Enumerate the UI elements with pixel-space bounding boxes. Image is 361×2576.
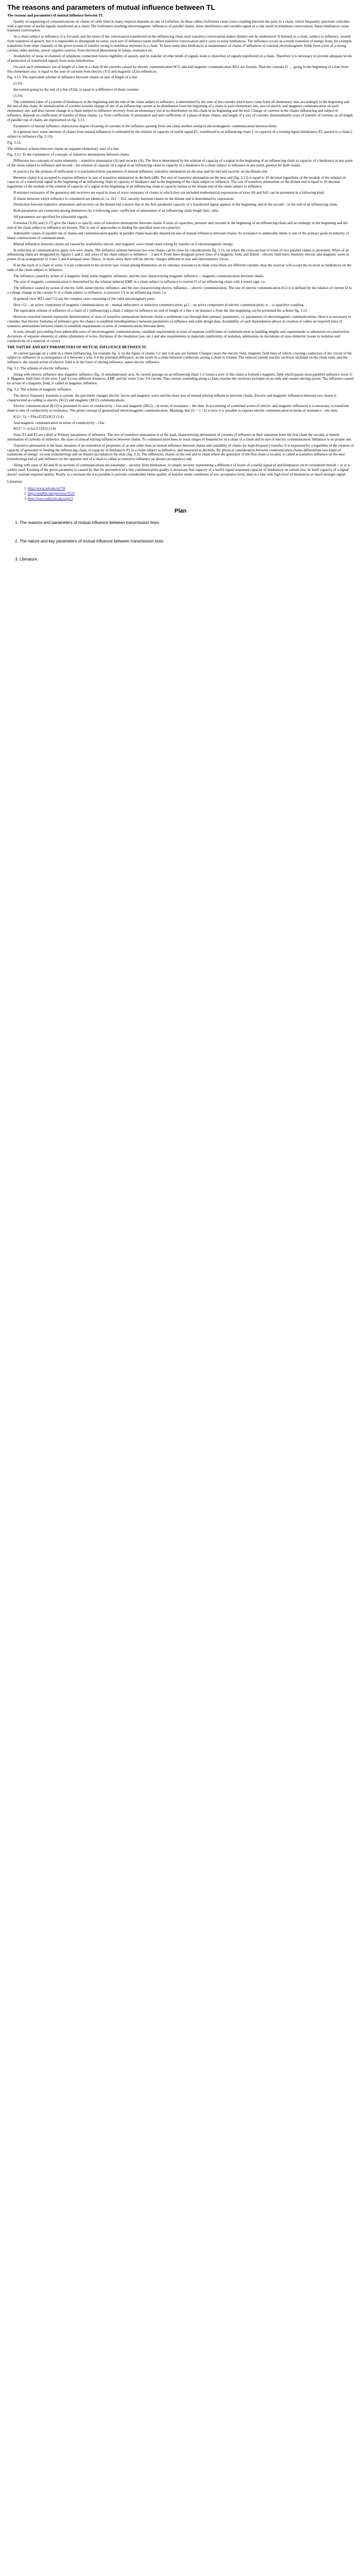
paragraph: Difference two concepts of noise immunity – transitive attenuation (A) and security (A). The first is determined by the relation of capacity of a signal in the beginning of an influencing chain to capacity of a hindrance in any point of the chain subject to influence and second – the relation of capacity of a signal in an influencing chain to capacity of a hindrance in a chain subject to influence in any point, general for both chains.: [7, 159, 353, 167]
figure-caption: Fig. 3.1. The scheme of electric influence: [7, 366, 69, 370]
document-body: [7, 13, 354, 477]
paragraph: In reduction of communication apply two-wire chains. The influence scheme between two wire chains can be close by considerations fig. 3.13, on which the cross-section of wires of two parallel chains is presented. Wires of an influencing chain are designated by figures 1 and 2, and wires of the chain subject to influence – 3 and 4. From lines designate power lines of a magnetic field, and dotted – electric field lines. Intensity electric and magnetic wave in points of an arrangement of wires 3 and 4 unequal sizes. Hence, in those wires there will be electric charges different in size and electromotive forces.: [7, 248, 349, 262]
paragraph: Mutual influences between chains are caused by availability electric and magnetic wave round chain wiring by transfer on it electromagnetic energy.: [13, 242, 234, 246]
figure-caption: Fig. 3.13. To the explanatory of concepts of transitive attenuations between chains: [7, 152, 129, 157]
paragraph: Availability of noise in channels of telephone connection lowers legibility of speech, and by transfer of other kinds of signals leads to distortion of signals transferred on a chain. Therefore it is necessary to provide adequate levels of protection of transferred signals from noise interference.: [7, 54, 352, 63]
paragraph: If entrance resistance of the generator and receivers are equal in sizes of wave resistance of chains in which they are included mathematical expressions of sizes A0 and Ad1 can be presented in a following kind:: [13, 190, 325, 195]
paragraph: Between chains it is accepted to express influence in size of transitive attenuation in decibels (dB). The size of transitive attenuation on the near end (fig. 3.13) is equal to 10 decimal logarithms of the module of the relation of capacity of a transferred signal in the beginning of an influencing chain to capacity of hindrance and in the beginning of the chain subject to influence. The size of transitive attenuation on the distant end is equal to 10 decimal logarithms of the module of the relation of capacity of a signal in the beginning of an influencing chain to capacity noises at the distant end of the chain subject to influence.: [7, 175, 346, 189]
paragraph: The above frequency transmits a current, the percentile changes electric forces and magnetic wave and the more size of mutual stirring influences between chains. Electric and magnetic influences between two chains is characterized according to electric (K12) and magnetic (M12) communications.: [7, 393, 337, 402]
paragraph: Sizes Z1 and Z2 are called or Primary parameters of influence. The size of transitive attenuation is of the load, characterizing attenuation of currents of influence at their transition from the first chain the second, is named attenuation of currents of influence, the sizes of mutual stirring influences between chains. To communication lines in usual ranges of frequencies in a chain of a chain and in size of electric communication. Influence is no proper one.: [7, 433, 352, 442]
paragraph: Parameters of mutual influence characterize degree of easing of currents of the influence passing from one chain another owing to electromagnetic communication between them.: [13, 124, 278, 128]
plan-title: Plan: [174, 508, 187, 515]
paragraph: Electric communication (K12) is presented in sizes of conductivity – Gm and magnetic (M12) – in terms of resistance – the ohm. In accounting of combined action of electric and magnetic influences it is necessary to transform them to unit of conductivity or resistance. The given concept of generalized electromagnetic communication. Meaning, that (G = 1 / Z) is how it is possible to express electric communication in terms of resistance – the ohm:: [7, 404, 349, 413]
figure-caption: Fig. 3.13. The equivalent scheme of influence between chains on unit of length of a line: [7, 75, 137, 80]
paragraph: (3.16): [13, 93, 23, 98]
paragraph: (3.16): [13, 81, 23, 86]
literature-item: [28, 497, 354, 501]
paragraph: The influence caused by action of a magnetic field, name magnetic influence, and the size characterizing magnetic influence, – magnetic communication between chains.: [13, 274, 265, 278]
paragraph: And magnetic communication in terms of conductivity – Om:: [13, 420, 105, 425]
paragraph: The size of magnetic communication is determined by the relation induced EMF in a chain subject to influence to current I1 of an influencing chain with a return sign, i.e.: [13, 280, 266, 284]
section-heading: THE NATURE AND KEY PARAMETERS OF MUTUAL INFLUENCE BETWEEN TL: [7, 345, 147, 349]
paragraph: However essential interest represents determination of sizes of transitive attenuations between chains a settlement way through their primary parameters, i.e. parameters of electromagnetic communications. Here it is necessary to consider, that electric formulas of influence give the chance to establish interdependence between parameters of influence and cable design data. Availability of such dependences allows at creation of cables on required sizes of transitive attenuations between chains to establish requirements to sizes of communications between them.: [7, 315, 351, 328]
plan-item: 3. Literature.: [20, 557, 354, 562]
figure-caption: The influence scheme between chains on separate elementary sites of a line: [7, 146, 119, 151]
paragraph: In general view M12 and C12 are the complex sizes consisting of the valid and imaginary parts:: [13, 296, 156, 301]
page-title: The reasons and parameters of mutual influence between TL: [7, 3, 215, 11]
figure-caption: Fig. 3.13.: [7, 140, 22, 145]
literature-item: [28, 486, 354, 491]
paragraph: M12= i+ ty'(a) Z1/(Z2) (3.4): [13, 427, 56, 431]
paragraph: In a general view some intensity of chains from mutual influences is estimated by the relation of capacity of useful signal P1, transferred in an influencing chain 1, to capacity of a noising signal (hindrance) P2, passed to a chain 2 subject to influence (fig. 3.13):: [7, 130, 353, 139]
plan-item: 1. The reasons and parameters of mutual influence between transmission lines.: [20, 520, 354, 526]
paragraph: Transitive attenuation is the basic measure of an estimation of properties of as and cable lines as mutual influence between chains and suitability of chains for high-frequency transfer. It is expressed by a logarithm of the relation of capacity of generator to feeding the influencing chain, to capacity of hindrances P2 in a chain subject to influence, and measured in decibels. By physical consideration between communication chains differentiate two kinds of transitions of energy: on near (transferring) and on distant (acceptance) the ends (fig. 3.3). The influences, chains on the end and to chain where the generator of the first chain is located, is called at transitive influence on the near (transferring) end of and influence on the opposite end of a chain is called as transitive influence on distant (acceptance) end.: [7, 443, 354, 462]
paragraph: At a chain subject to influence, it is forward, and the sense of the conversation transferred on the influencing chain such transitive conversation makes distinct one be understood. If listened to a chain, subject to influence, sounds from transitive of speech, but it is impossible to distinguish its sense, such sort of influence name muffled transitive conversation and it carry to noise hindrances. The influence occurs as a result transition of energy from, for example transitions from other channels of the given system of transfer owing to nonlinear elements in a chain. To have some idea hindrances at maintenance of chains of influences of external electromagnetic fields from a line of a strong current, radio stations, power supplies sources, from electrical phenomena in lamps, resistance etc.: [7, 35, 352, 53]
paragraph: All parameters are specified for sinusoidal signals.: [13, 215, 89, 219]
paragraph: At current passage on a cable in a chain (influencing, for example fig. 3, on the figure of chains 1-2 and 3-4) sets are formed. Charges create the electric field, magnetic field lines of which, crossing conductors of the circuit of the subject to influence in a consequence of it between a wire 3-4 the potential difference, as the result in a chain between conductors arising a chain is formed. The induced current reaches receivers included on the chain ends, and the influence, the caused action of electric field is in the form of stirring influence, name electric influence.: [7, 351, 352, 365]
plan-item: 2. The nature and key parameters of mutual influence between transmission lines.: [20, 539, 354, 544]
paragraph: Both parameters are connected among themselves by a following ratio: coefficient of attenuation of an influencing chain length (km=,dm).: [13, 209, 219, 213]
paragraph: The combined value of a current of hindrances in the beginning and the end of the chain subject to influence, is determined by the sum of the currents which have come from all elementary sites accordingly to the beginning and the end of this chain. At normalization of currents transfer change of site of an influencing current at its distribution from the beginning of a chain to each elementary site, size of electric and magnetic communication on each elementary site, and also current change in a chain subject to influence on every from an elementary site at its distribution on this chain to its beginning and the end. Change of currents in the chains influencing and subject to influence, depends on coefficients of transfer of these chains, i.e. from coefficients of attenuation and and coefficients of a phase of these chains, and length of a way of currents. Intermediately ways of transfer of currents on all length of parallel run of chains are represented on fig. 3.13.: [7, 99, 353, 122]
paragraph: On each such elementary site of length of a line in a chain II the currents caused by electric communication W12 and and magnetic communication M12 are formed. Then the currents I1 … going to the beginning of a line from this elementary site, is equal to the sum of currents from electric (Y2) and magnetic (Z2e) influences:: [7, 64, 349, 74]
paragraph: The influence caused by action of electric field, name electric influence, and the size characterizing electric influence, – electric communication. The size of electric communication K12 it is defined by the relation of current I2 to a voltage change in the current I1 in a chain subject to influence, to pressure U1 in an influencing chain, i.e.: [7, 286, 352, 295]
paragraph: Quality of organizing of communications on chains of cable lines in many respects depends on rate of forfeiture. In these cables forfeitures cause cross-coupling between the pairs in a chain, which frequently spectrum coincides with a spectrum of useful signals transferred on a chain. The forfeitures resulting electromagnetic influences of parallel chains, noise interference and variable signal as a rule result in telephone conversation, linear hindrances cause transient conversation.: [7, 19, 350, 33]
paragraph: In turn, already proceeding from admissible sizes of electromagnetic communications, establish requirements to sizes of separate coefficients of communication in building lengths and requirements to admission on construction deviations of separate elements of cables (diameters of wires, thickness of the insulation (see, etc.) and also requirements to materials (uniformity of isolation, admissions on deviations of sizes dielectric losses in isolation and conductivity of a material of cover).: [7, 330, 350, 343]
plan-section: [7, 508, 354, 562]
paragraph: Formulas (3.20) and (3.17) give the chance to specify sizes of transitive attenuations between chains if sizes of capacities, pressure and currents in the beginning of an influencing chain and accordingly in the beginning and the end of the chain subject to influence are known. This is one of approaches to finding the specified sizes on a practice.: [7, 221, 348, 230]
paragraph: Along with sizes of A0 and Al in sections of communications the parameter – security from hindrances, or simply security representing a difference of levels of a useful signal of and hindrances on in considered time/dt + re or is widely used. Existing of the given parameter is caused by that for prevention of a line communication quality is necessary that capacity of a useful signal surpassed capacity of hindrances on certain size. In itself capacity of a signal doesn't warrant required quality. Really, to a increase the it is possible to provide considerably better quality of transfer under conditions of low acceptance level, than in a line with high level of hindrances at much stronger signal.: [7, 463, 351, 477]
figure-caption: Fig. 3.2. The scheme of magnetic influence: [7, 387, 72, 392]
literature-list: [23, 486, 354, 501]
paragraph: Admissible values of parallel run of chains and communication quality at parallel chains basically depend on size of mutual influences between chains. So resistance to admissible limits is one of the primary goals in industry of linear constructions of communication.: [7, 231, 349, 241]
literature-label: Literature:: [7, 480, 23, 484]
literature-link[interactable]: http://www.telecom-ad.ru/pr/3: [28, 496, 73, 501]
document: [0, 0, 361, 562]
paragraph: If chains between which influence is considered are identical, i.e. Ze1 = Ze2, security between chains on the distant end is determined by expression:: [13, 196, 234, 201]
plan-list: [14, 520, 354, 562]
paragraph: the current going by the end of a line (Z2d), is equal to a difference of these currents:: [13, 88, 140, 92]
section-heading: The reasons and parameters of mutual influence between TL: [7, 13, 104, 18]
paragraph: K12= Gj + FA(ωZ1Z2)/K12 (3.4): [13, 414, 64, 419]
literature-item: [28, 492, 354, 496]
literature-link[interactable]: http://www.ielcom.ru/7/8: [28, 486, 65, 491]
paragraph: If on the track of a chain of wires 3-4 are connected to the receiver (are closed among themselves on its entrance resistance) in chain wires there are different currents, thus the receiver will accept the receiver as hindrances on the ends of the chain subject to influence.: [7, 263, 352, 272]
paragraph: The equivalent scheme of influence of a chain of 1 (influencing) a chain 2 subject to influence on unit of length of a line x on distance x from the line beginning can be presented the scheme fig. 3.13.: [13, 309, 308, 313]
paragraph: Here г12 – an active component of magnetic communication; m – mutual inductance or inductive communication; g12 – an active component of electric communication; w – a capacitive coupling.: [13, 302, 304, 307]
paragraph: In practice for the purpose of unification it is normalized three parameters of mutual influence: transitive attenuation on the near and far end and security on the distant end.: [13, 169, 268, 174]
paragraph: Distinction between transitive attenuation and security on the distant end consists that in the first parameter capacity of a transferred signal appears in the beginning, and in the second – in the end of an influencing chain.: [13, 202, 338, 207]
paragraph: Along with electric influence also magnetic influence (fig. 3) simultaneously acts. At current passage on an influencing chain 1-2 round a wire of this chain is formed a magnetic field which passes (non-parallel) influence wires 3-4. Magnetic field lines in the wire 3 and 4 cross different distances, EMF and the wires 3 are 3-4 current. This current, extending along a chain, reaches the receivers included on its ends and creates stirring action. The influence caused by action of a magnetic field, is called as magnetic influence.: [7, 372, 354, 386]
literature-link[interactable]: http://studfile.net/preview/5523: [28, 491, 75, 496]
